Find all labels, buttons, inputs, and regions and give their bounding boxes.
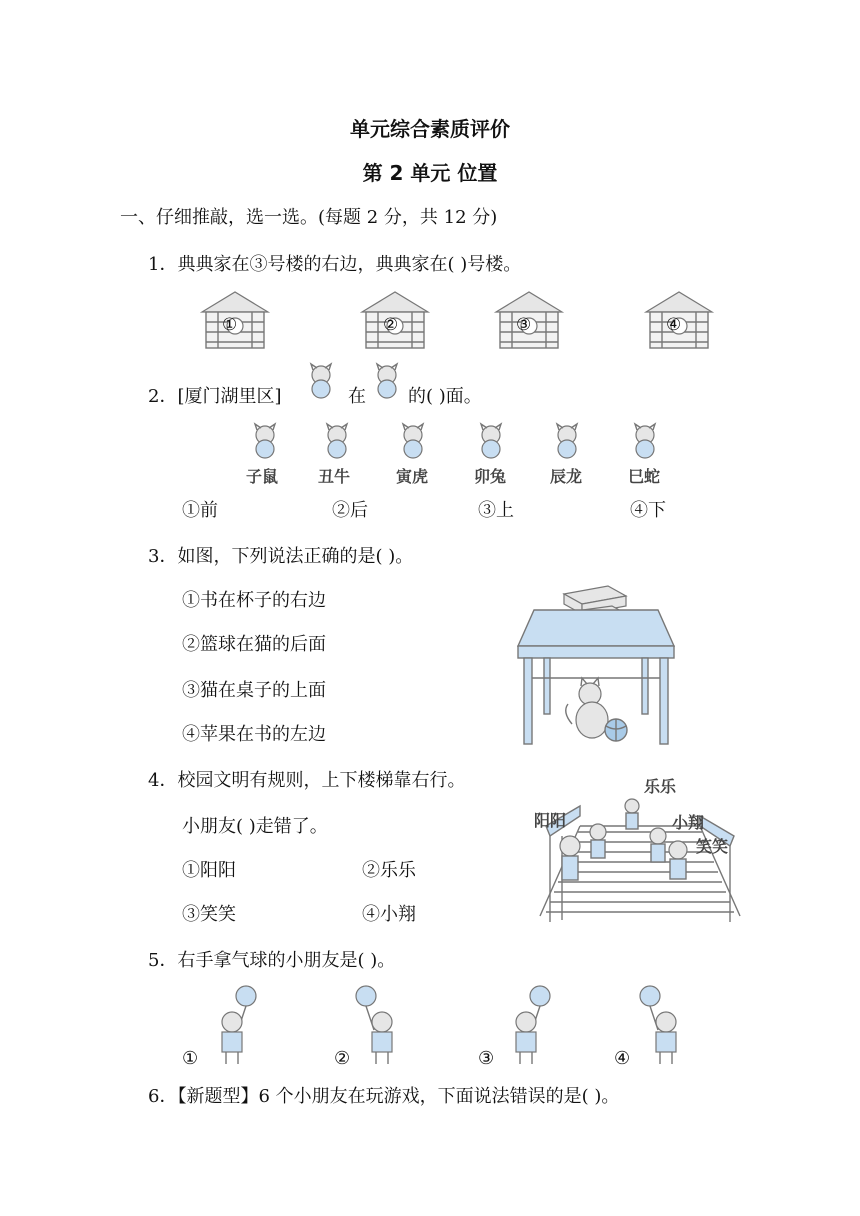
zodiac-label-tiger: 寅虎 xyxy=(396,467,429,486)
rabbit-row-image xyxy=(476,424,506,458)
zodiac-label-dragon: 辰龙 xyxy=(550,467,583,486)
building-3-label: ③ xyxy=(516,315,532,335)
q4-option-1[interactable]: ①阳阳 xyxy=(182,860,236,881)
q3-option-4[interactable]: ④苹果在书的左边 xyxy=(182,724,326,745)
question-2-mid: 在 xyxy=(348,386,366,407)
q5-option-4[interactable]: ④ xyxy=(614,1048,631,1069)
q4-option-4[interactable]: ④小翔 xyxy=(362,904,416,925)
building-4-label: ④ xyxy=(666,315,682,335)
question-4-line2: 小朋友( )走错了。 xyxy=(182,816,328,837)
q4-option-3[interactable]: ③笑笑 xyxy=(182,904,236,925)
q5-option-1[interactable]: ① xyxy=(182,1048,199,1069)
q5-option-3[interactable]: ③ xyxy=(478,1048,495,1069)
dragon-image xyxy=(552,424,582,458)
q2-option-4[interactable]: ④下 xyxy=(630,500,666,521)
question-2-suffix: 的( )面。 xyxy=(408,386,482,407)
snake-image xyxy=(630,424,660,458)
ox-row-image xyxy=(322,424,352,458)
question-1: 1．典典家在③号楼的右边，典典家在( )号楼。 xyxy=(148,254,522,275)
q5-option-2[interactable]: ② xyxy=(334,1048,351,1069)
question-5: 5．右手拿气球的小朋友是( )。 xyxy=(148,950,396,971)
table-scene-image xyxy=(516,580,676,750)
zodiac-label-snake: 巳蛇 xyxy=(628,467,661,486)
question-6: 6．【新题型】6 个小朋友在玩游戏，下面说法错误的是( )。 xyxy=(148,1086,620,1107)
question-3: 3．如图，下列说法正确的是( )。 xyxy=(148,546,414,567)
q3-option-1[interactable]: ①书在杯子的右边 xyxy=(182,590,326,611)
question-4: 4．校园文明有规则，上下楼梯靠右行。 xyxy=(148,770,466,791)
stair-label-yangyang: 阳阳 xyxy=(534,811,567,830)
q2-option-3[interactable]: ③上 xyxy=(478,500,514,521)
q3-option-2[interactable]: ②篮球在猫的后面 xyxy=(182,634,326,655)
zodiac-label-rat: 子鼠 xyxy=(246,467,279,486)
section-heading: 一、仔细推敲，选一选。(每题 2 分，共 12 分) xyxy=(120,207,498,228)
tiger-image xyxy=(398,424,428,458)
building-2-label: ② xyxy=(383,315,399,335)
staircase-image xyxy=(540,796,740,926)
stair-label-lele: 乐乐 xyxy=(644,777,677,796)
q2-option-1[interactable]: ①前 xyxy=(182,500,218,521)
child-1-image xyxy=(202,984,262,1066)
question-2-prefix: 2．[厦门湖里区] xyxy=(148,386,282,407)
zodiac-label-ox: 丑牛 xyxy=(318,467,351,486)
stair-label-xiaoxiao: 笑笑 xyxy=(696,837,729,856)
child-3-image xyxy=(496,984,556,1066)
child-4-image xyxy=(636,984,696,1066)
page-title: 单元综合素质评价 xyxy=(350,117,510,141)
rat-image xyxy=(250,424,280,458)
q4-option-2[interactable]: ②乐乐 xyxy=(362,860,416,881)
unit-subtitle: 第 2 单元 位置 xyxy=(362,161,498,185)
rabbit-image xyxy=(372,364,402,404)
q2-option-2[interactable]: ②后 xyxy=(332,500,368,521)
ox-image xyxy=(306,364,342,404)
building-1-label: ① xyxy=(222,315,238,335)
stair-label-xiaoxiang: 小翔 xyxy=(672,813,705,832)
zodiac-label-rabbit: 卯兔 xyxy=(474,467,507,486)
child-2-image xyxy=(352,984,412,1066)
q3-option-3[interactable]: ③猫在桌子的上面 xyxy=(182,680,326,701)
